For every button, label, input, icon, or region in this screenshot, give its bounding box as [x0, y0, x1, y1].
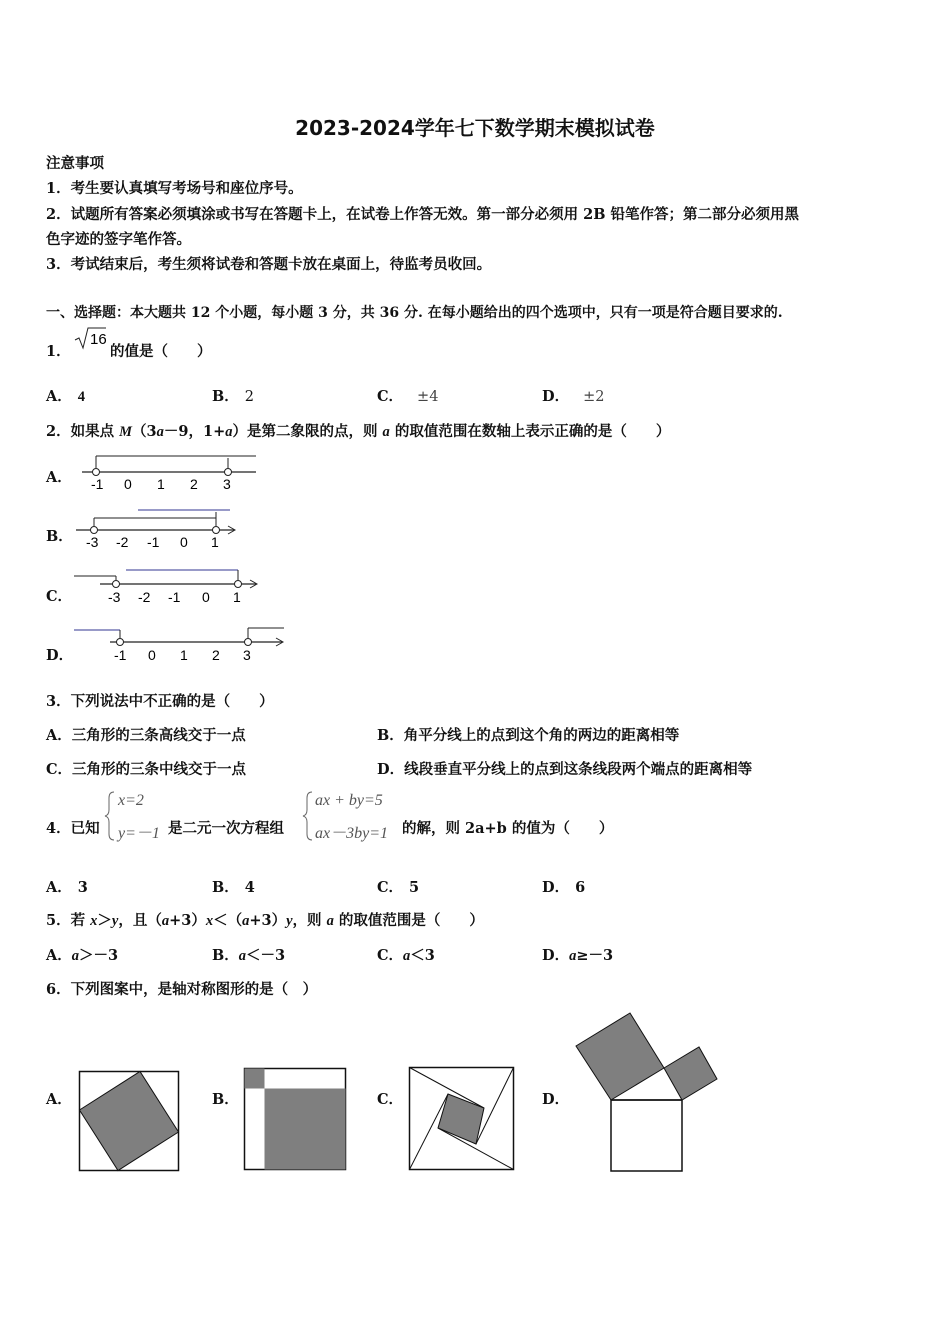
sqrt-icon	[73, 326, 107, 350]
tick-label: 3	[223, 476, 231, 492]
q4-option-c[interactable]: C． 5	[377, 879, 420, 896]
q4-sys1-line1: x=2	[118, 792, 144, 809]
q5-option-b[interactable]: B．a＜－3	[212, 947, 286, 964]
q4-option-d[interactable]: D． 6	[542, 879, 586, 896]
q6-option-d-figure[interactable]	[572, 1010, 722, 1174]
q6-option-b-label[interactable]: B．	[212, 1091, 239, 1108]
q4-sys2-line1: ax + by=5	[315, 792, 383, 809]
q2-option-c-numberline[interactable]	[70, 566, 270, 614]
tick-label: 0	[148, 647, 156, 663]
q6-option-d-label[interactable]: D．	[542, 1091, 570, 1108]
q5-stem: 5．若 x＞y，且（a+3）x＜（a+3）y，则 a 的取值范围是（ ）	[46, 912, 484, 929]
q2-stem: 2．如果点 M（3a－9，1+a）是第二象限的点，则 a 的取值范围在数轴上表示正确的是（ ）	[46, 423, 671, 440]
q1-option-c[interactable]: C． ±4	[377, 388, 439, 405]
q6-option-c-label[interactable]: C．	[377, 1091, 404, 1108]
tick-label: 3	[243, 647, 251, 663]
tick-label: -3	[86, 534, 99, 550]
q1-stem: 的值是（ ）	[110, 343, 212, 360]
tick-label: -1	[91, 476, 104, 492]
q3-option-d[interactable]: D．线段垂直平分线上的点到这条线段两个端点的距离相等	[377, 761, 753, 778]
q2-option-b-numberline[interactable]	[70, 506, 250, 554]
q4-option-b[interactable]: B． 4	[212, 879, 255, 896]
q2-option-d-numberline[interactable]	[70, 624, 290, 672]
q5-option-c[interactable]: C．a＜3	[377, 947, 435, 964]
q2-option-d-label[interactable]: D．	[46, 647, 74, 664]
q1-radical	[73, 326, 107, 354]
tick-label: 1	[157, 476, 165, 492]
q3-option-c[interactable]: C．三角形的三条中线交于一点	[46, 761, 247, 778]
brace-icon	[302, 790, 314, 842]
q6-option-a-figure[interactable]	[78, 1070, 182, 1174]
tick-label: -1	[147, 534, 160, 550]
q5-option-a[interactable]: A．a＞－3	[46, 947, 119, 964]
notice-item: 2．试题所有答案必须填涂或书写在答题卡上，在试卷上作答无效。第一部分必须用 2B 铅笔作答；第二部分必须用黑	[46, 206, 800, 223]
tick-label: -1	[168, 589, 181, 605]
q4-post: 的解，则 2a+b 的值为（ ）	[402, 820, 614, 837]
q1-option-d[interactable]: D． ±2	[542, 388, 605, 405]
tick-label: -2	[138, 589, 151, 605]
q6-option-b-figure[interactable]	[243, 1067, 348, 1172]
q1-option-b[interactable]: B． 2	[212, 388, 254, 405]
tick-label: 1	[180, 647, 188, 663]
q2-option-a-label[interactable]: A．	[46, 469, 72, 486]
q2-option-a-numberline[interactable]	[70, 448, 270, 496]
tick-label: 2	[190, 476, 198, 492]
q2-option-c-label[interactable]: C．	[46, 588, 73, 605]
notice-item: 1．考生要认真填写考场号和座位序号。	[46, 180, 303, 197]
q1-radicand: 16	[90, 331, 107, 348]
brace-icon	[104, 790, 116, 842]
q1-number: 1．	[46, 343, 71, 360]
q4-pre: 4．已知	[46, 820, 100, 837]
tick-label: -2	[116, 534, 129, 550]
tick-label: 1	[233, 589, 241, 605]
q2-option-b-label[interactable]: B．	[46, 528, 73, 545]
q3-option-a[interactable]: A．三角形的三条高线交于一点	[46, 727, 246, 744]
tick-label: -1	[114, 647, 127, 663]
q4-option-a[interactable]: A． 3	[46, 879, 88, 896]
notice-heading: 注意事项	[46, 155, 104, 172]
section-heading: 一、选择题：本大题共 12 个小题，每小题 3 分，共 36 分. 在每小题给出的四个选项中，只有一项是符合题目要求的.	[46, 305, 783, 321]
tick-label: 0	[180, 534, 188, 550]
tick-label: 1	[211, 534, 219, 550]
q6-option-c-figure[interactable]	[408, 1066, 516, 1172]
q6-option-a-label[interactable]: A．	[46, 1091, 72, 1108]
q4-sys2-line2: ax－3by=1	[315, 825, 389, 842]
tick-label: -3	[108, 589, 121, 605]
q6-stem: 6．下列图案中，是轴对称图形的是（ ）	[46, 981, 318, 998]
tick-label: 0	[124, 476, 132, 492]
tick-label: 2	[212, 647, 220, 663]
q3-option-b[interactable]: B．角平分线上的点到这个角的两边的距离相等	[377, 727, 680, 744]
notice-item: 色字迹的签字笔作答。	[46, 231, 191, 248]
q4-mid: 是二元一次方程组	[168, 820, 284, 837]
notice-item: 3．考试结束后，考生须将试卷和答题卡放在桌面上，待监考员收回。	[46, 256, 492, 273]
q4-sys1-line2: y=－1	[118, 825, 160, 842]
tick-label: 0	[202, 589, 210, 605]
q3-stem: 3．下列说法中不正确的是（ ）	[46, 693, 274, 710]
q5-option-d[interactable]: D．a≥－3	[542, 947, 614, 964]
q1-option-a[interactable]: A． 4	[46, 388, 86, 405]
page-title: 2023-2024学年七下数学期末模拟试卷	[295, 116, 655, 140]
